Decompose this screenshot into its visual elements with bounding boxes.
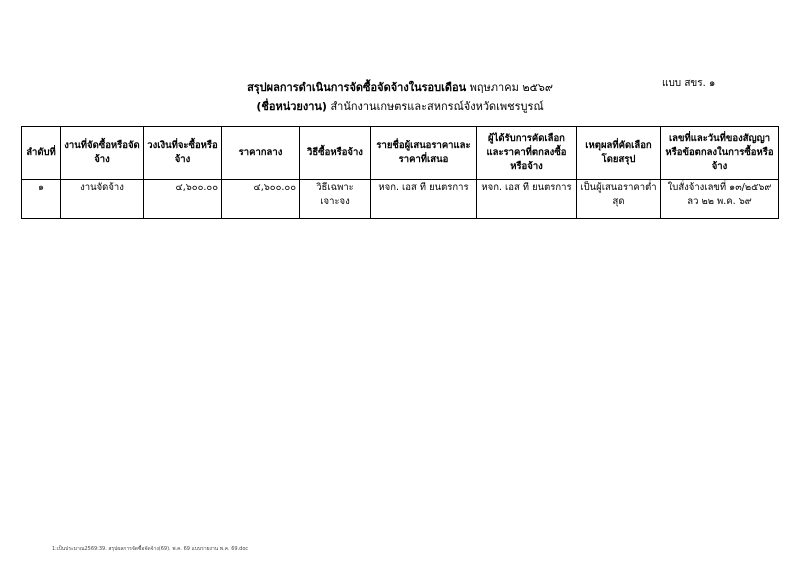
header-method: วิธีซื้อหรือจ้าง	[300, 127, 371, 180]
cell-item: งานจัดจ้าง	[61, 180, 144, 219]
table-header-row	[22, 127, 779, 180]
header-budget: วงเงินที่จะซื้อหรือจ้าง	[144, 127, 222, 180]
header-reason: เหตุผลที่คัดเลือกโดยสรุป	[577, 127, 661, 180]
cell-median-price: ๔,๖๐๐.๐๐	[222, 180, 300, 219]
header-contract: เลขที่และวันที่ของสัญญาหรือข้อตกลงในการซื้อหรือจ้าง	[661, 127, 779, 180]
cell-winner: หจก. เอส ที ยนตรการ	[477, 180, 577, 219]
title-period: พฤษภาคม ๒๕๖๙	[469, 81, 553, 94]
cell-budget: ๔,๖๐๐.๐๐	[144, 180, 222, 219]
header-no: ลำดับที่	[22, 127, 61, 180]
cell-no: ๑	[22, 180, 61, 219]
report-title	[0, 80, 800, 96]
table-row	[22, 180, 779, 219]
title-label: สรุปผลการดำเนินการจัดซื้อจัดจ้างในรอบเดือน	[247, 81, 467, 94]
cell-bidders: หจก. เอส ที ยนตรการ	[371, 180, 477, 219]
report-subtitle	[0, 99, 800, 115]
agency-label: (ชื่อหน่วยงาน)	[256, 100, 327, 113]
cell-reason: เป็นผู้เสนอราคาต่ำสุด	[577, 180, 661, 219]
header-median-price: ราคากลาง	[222, 127, 300, 180]
header-bidders: รายชื่อผู้เสนอราคาและราคาที่เสนอ	[371, 127, 477, 180]
header-item: งานที่จัดซื้อหรือจัดจ้าง	[61, 127, 144, 180]
cell-method: วิธีเฉพาะเจาะจง	[300, 180, 371, 219]
footer-file-path: 1:เป็นประมาณ2569:39. สรุปผลการจัดซื้อจัดจ้าง(69). พ.ค. 69 แบบรายงาน พ.ค. 69.doc	[52, 546, 249, 552]
form-code: แบบ สขร. ๑	[662, 78, 716, 89]
agency-name: สำนักงานเกษตรและสหกรณ์จังหวัดเพชรบูรณ์	[330, 100, 544, 113]
cell-contract: ใบสั่งจ้างเลขที่ ๑๓/๒๕๖๙ ลว ๒๒ พ.ค. ๖๙	[661, 180, 779, 219]
header-winner: ผู้ได้รับการคัดเลือกและราคาที่ตกลงซื้อหรือจ้าง	[477, 127, 577, 180]
procurement-table	[21, 126, 779, 219]
